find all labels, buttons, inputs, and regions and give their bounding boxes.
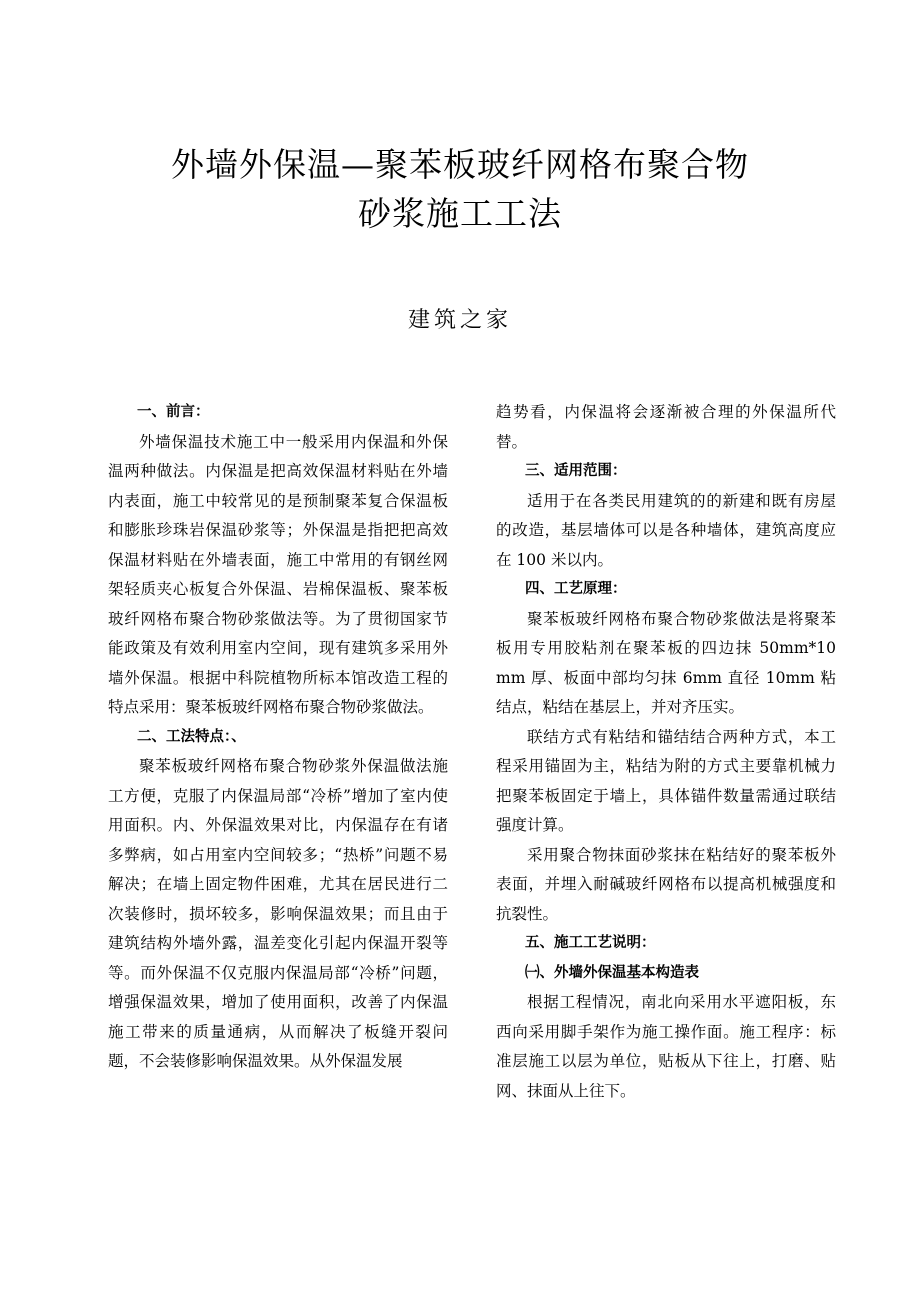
- section-heading-principle: 四、工艺原理：: [525, 581, 627, 597]
- subsection-heading-structure: ㈠、外墙外保温基本构造表: [525, 964, 699, 981]
- paragraph-features: 聚苯板玻纤网格布聚合物砂浆外保温做法施工方便，克服了内保温局部“冷桥”增加了室内使用面积。内、外保温效果对比，内保温存在有诸多弊病，如占用室内空间较多；“热桥”问题不易解决；在墙上固定物件困难，尤其在居民进行二次装修时，损坏较多，影响保温效果；而且由于建筑结构外墙外露，温差变化引起内保温开裂等等。而外保温不仅克服内保温局部“冷桥”问题，增强保温效果，增加了使用面积，改善了内保温施工带来的质量通病，从而解决了板缝开裂问题，不会装修影响保温效果。从外保温发展: [108, 757, 448, 1070]
- paragraph-principle-1: 聚苯板玻纤网格布聚合物砂浆做法是将聚苯板用专用胶粘剂在聚苯板的四边抹 50mm*10 mm 厚、板面中部均匀抹 6mm 直径 10mm 粘结点，粘结在基层上，并对齐压实。: [496, 609, 836, 716]
- paragraph-features-continued: 趋势看，内保温将会逐渐被合理的外保温所代替。: [496, 403, 836, 451]
- left-column: [108, 398, 448, 1077]
- section-heading-preface: 一、前言：: [137, 404, 210, 420]
- paragraph-scope: 适用于在各类民用建筑的的新建和既有房屋的改造，基层墙体可以是各种墙体，建筑高度应在 100 米以内。: [496, 491, 836, 569]
- section-heading-features: 二、工法特点：、: [137, 728, 246, 745]
- section-heading-process: 五、施工工艺说明：: [525, 935, 656, 951]
- paragraph-principle-3: 采用聚合物抹面砂浆抹在粘结好的聚苯板外表面，并埋入耐碱玻纤网格布以提高机械强度和抗裂性。: [496, 845, 836, 923]
- paragraph-principle-2: 联结方式有粘结和锚结结合两种方式，本工程采用锚固为主，粘结为附的方式主要靠机械力把聚苯板固定于墙上，具体锚件数量需通过联结强度计算。: [496, 727, 836, 834]
- section-heading-scope: 三、适用范围：: [525, 463, 627, 479]
- title-line-1: 外墙外保温—聚苯板玻纤网格布聚合物: [171, 145, 749, 184]
- author: 建筑之家: [407, 308, 512, 333]
- paragraph-preface: 外墙保温技术施工中一般采用内保温和外保温两种做法。内保温是把高效保温材料贴在外墙内表面，施工中较常见的是预制聚苯复合保温板和膨胀珍珠岩保温砂浆等；外保温是指把把高效保温材料贴在外墙表面，施工中常用的有钢丝网架轻质夹心板复合外保温、岩棉保温板、聚苯板玻纤网格布聚合物砂浆做法等。为了贯彻国家节能政策及有效利用室内空间，现有建筑多采用外墙外保温。根据中科院植物所标本馆改造工程的特点采用：聚苯板玻纤网格布聚合物砂浆做法。: [108, 432, 448, 716]
- right-column: [496, 398, 836, 1106]
- paragraph-process: 根据工程情况，南北向采用水平遮阳板，东西向采用脚手架作为施工操作面。施工程序：标准层施工以层为单位，贴板从下往上，打磨、贴网、抹面从上往下。: [496, 993, 836, 1100]
- title-line-2: 砂浆施工工法: [358, 194, 562, 233]
